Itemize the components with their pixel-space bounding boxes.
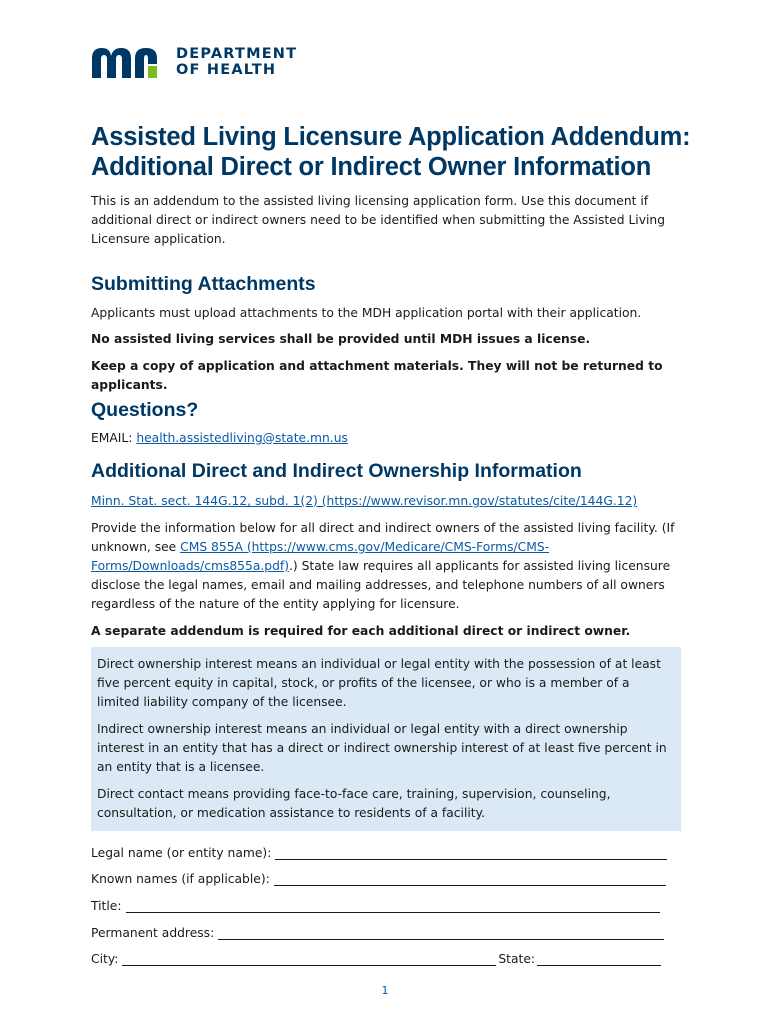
city-input[interactable] [122, 951, 496, 966]
city-state-field [91, 946, 661, 966]
questions-heading: Questions? [91, 399, 199, 421]
ownership-paragraph [91, 519, 691, 614]
logo-line-department: DEPARTMENT [176, 46, 298, 62]
ownership-text-after: .) State law requires all applicants for assisted living licensure disclose the legal names, email and mailing addresses, and telephone numbers of all owners regardless of the nature of the entity applying for licensure. [91, 559, 671, 611]
direct-contact-definition: Direct contact means providing face-to-face care, training, supervision, counseling, consultation, or medication assistance to residents of a facility. [97, 787, 611, 820]
page-number: 1 [381, 984, 389, 997]
email-line [91, 429, 691, 448]
email-link[interactable]: health.assistedliving@state.mn.us [136, 431, 348, 445]
known-names-field [91, 866, 666, 886]
state-label: State: [498, 952, 536, 966]
title-line-1: Assisted Living Licensure Application Addendum: [91, 123, 691, 151]
permanent-address-input[interactable] [218, 925, 664, 940]
legal-name-label: Legal name (or entity name): [91, 846, 272, 860]
mn-logo-icon [90, 44, 168, 80]
direct-ownership-definition: Direct ownership interest means an individual or legal entity with the possession of at least five percent equity in capital, stock, or profits of the licensee, or who is a member of a limited liability company of the licensee. [97, 657, 661, 709]
upload-instruction: Applicants must upload attachments to the MDH application portal with their application. [91, 306, 642, 320]
page-title [91, 122, 691, 182]
logo-line-of-health: OF HEALTH [176, 62, 277, 78]
separate-addendum-note: A separate addendum is required for each additional direct or indirect owner. [91, 624, 631, 638]
submitting-heading: Submitting Attachments [91, 273, 316, 295]
definitions-box [91, 647, 681, 831]
title-label: Title: [91, 899, 122, 913]
title-field [91, 893, 660, 913]
email-label: EMAIL: [91, 431, 137, 445]
cms-855a-link[interactable]: CMS 855A (https://www.cms.gov/Medicare/CMS-Forms/CMS-Forms/Downloads/cms855a.pdf) [91, 540, 550, 573]
mdh-logo [90, 44, 297, 80]
permanent-address-field [91, 920, 664, 940]
legal-name-input[interactable] [275, 845, 667, 860]
state-input[interactable] [537, 951, 661, 966]
known-names-label: Known names (if applicable): [91, 872, 270, 886]
statute-line [91, 492, 691, 511]
keep-copy-notice: Keep a copy of application and attachment materials. They will not be returned to applicants. [91, 359, 663, 392]
statute-link[interactable]: Minn. Stat. sect. 144G.12, subd. 1(2) (https://www.revisor.mn.gov/statutes/cite/144G.12) [91, 494, 638, 508]
title-input[interactable] [126, 898, 660, 913]
known-names-input[interactable] [274, 871, 666, 886]
title-line-2: Additional Direct or Indirect Owner Information [91, 153, 652, 181]
permanent-address-label: Permanent address: [91, 926, 215, 940]
intro-paragraph: This is an addendum to the assisted living licensing application form. Use this document if additional direct or indirect owners need to be identified when submitting the Assisted Living Licensure application. [91, 194, 666, 246]
city-label: City: [91, 952, 119, 966]
ownership-text-before: Provide the information below for all direct and indirect owners of the assisted living facility. (If unknown, see [91, 521, 675, 554]
indirect-ownership-definition: Indirect ownership interest means an individual or legal entity with a direct ownership interest in an entity that has a direct or indirect ownership interest of at least five percent in an entity that is a licensee. [97, 722, 667, 774]
legal-name-field [91, 840, 667, 860]
ownership-heading: Additional Direct and Indirect Ownership Information [91, 460, 582, 482]
no-services-notice: No assisted living services shall be provided until MDH issues a license. [91, 332, 591, 346]
